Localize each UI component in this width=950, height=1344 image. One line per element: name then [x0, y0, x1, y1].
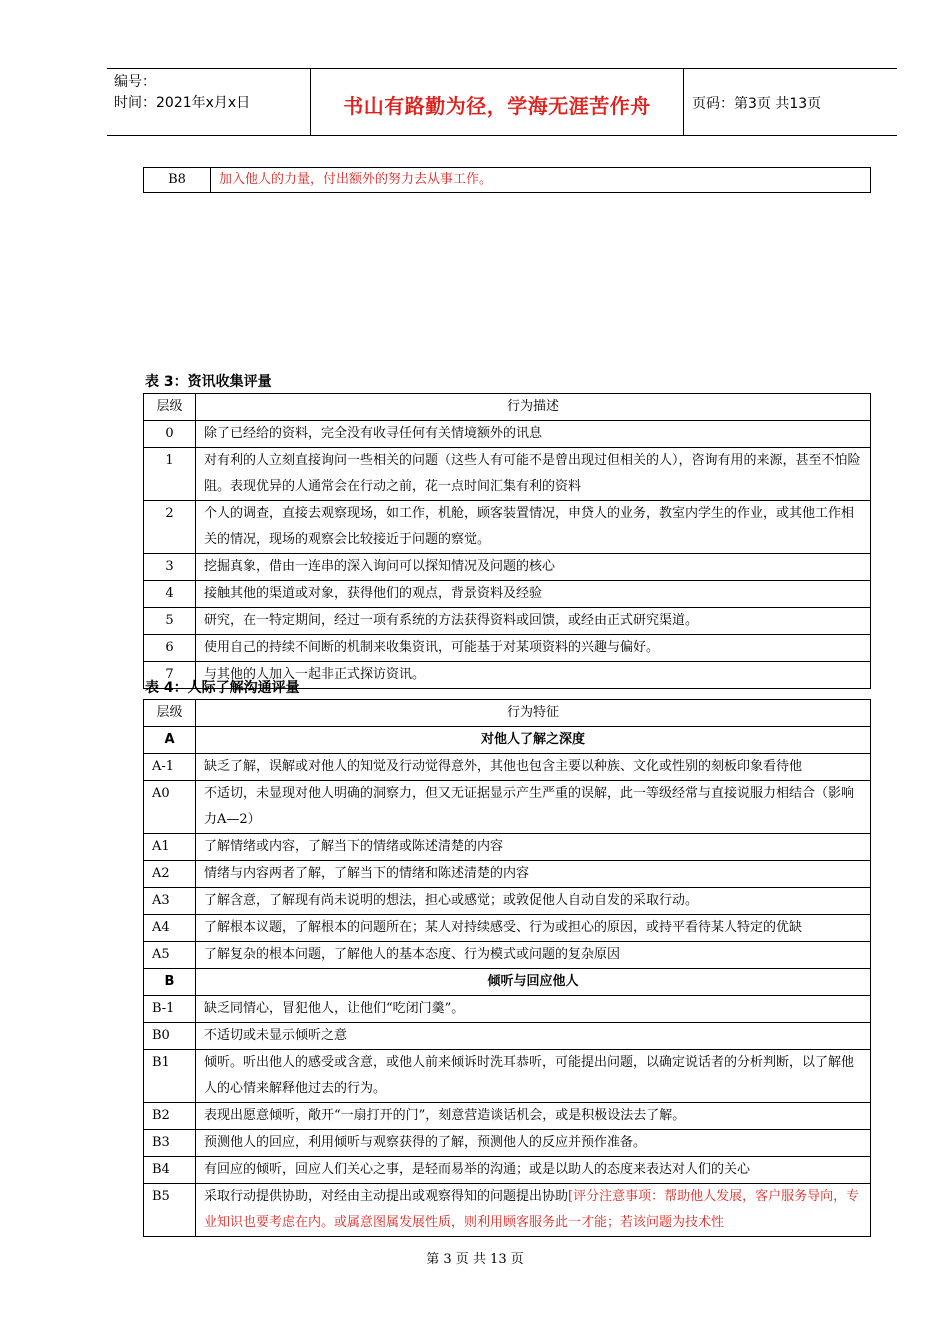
- row-level: 1: [144, 448, 196, 501]
- table-row: [144, 888, 871, 915]
- row-level: B3: [144, 1130, 196, 1157]
- header-motto: 书山有路勤为径，学海无涯苦作舟: [343, 94, 651, 118]
- table-row: [144, 608, 871, 635]
- table-row: [144, 1103, 871, 1130]
- section-row-b: [144, 969, 871, 996]
- row-text: 加入他人的力量，付出额外的努力去从事工作。: [211, 168, 871, 193]
- scoring-note: [评分注意事项：帮助他人发展，客户服务导向，专业知识也要考虑在内。或属意图属发展性质，则利用顾客服务此一才能；若该问题为技术性: [204, 1189, 860, 1230]
- row-text: 了解含意，了解现有尚未说明的想法，担心或感觉；或敦促他人自动自发的采取行动。: [196, 888, 871, 915]
- row-level: A2: [144, 861, 196, 888]
- table-row: [144, 421, 871, 448]
- header-number-label: 编号：: [114, 74, 156, 90]
- row-text: 有回应的倾听，回应人们关心之事，是轻而易举的沟通；或是以助人的态度来表达对人们的关心: [196, 1157, 871, 1184]
- column-header-level: 层级: [144, 394, 196, 421]
- row-level: B1: [144, 1050, 196, 1103]
- row-text: 了解情绪或内容，了解当下的情绪或陈述清楚的内容: [196, 834, 871, 861]
- table-header-row: [144, 394, 871, 421]
- section-row-a: [144, 727, 871, 754]
- row-level: A3: [144, 888, 196, 915]
- table-row: [144, 861, 871, 888]
- table-row: [144, 448, 871, 501]
- table3: [143, 393, 871, 689]
- row-text: 研究，在一特定期间，经过一项有系统的方法获得资料或回馈，或经由正式研究渠道。: [196, 608, 871, 635]
- table-row: [144, 501, 871, 554]
- row-level: 7: [144, 662, 196, 689]
- column-header-level: 层级: [144, 700, 196, 727]
- table-b8-continuation: [143, 167, 871, 193]
- row-level: B-1: [144, 996, 196, 1023]
- table-row: [144, 635, 871, 662]
- row-text: 挖掘真象，借由一连串的深入询问可以探知情况及问题的核心: [196, 554, 871, 581]
- row-text: 情绪与内容两者了解，了解当下的情绪和陈述清楚的内容: [196, 861, 871, 888]
- row-text: 与其他的人加入一起非正式探访资讯。: [196, 662, 871, 689]
- row-text: 缺乏同情心，冒犯他人，让他们“吃闭门羹”。: [196, 996, 871, 1023]
- section-title: 对他人了解之深度: [196, 727, 871, 754]
- table-row: [144, 1184, 871, 1237]
- table-row: [144, 554, 871, 581]
- column-header-desc: 行为特征: [196, 700, 871, 727]
- table-row: [144, 942, 871, 969]
- table4: [143, 699, 871, 1237]
- table-row: [144, 1023, 871, 1050]
- row-text: 了解根本议题，了解根本的问题所在；某人对持续感受、行为或担心的原因，或持平看待某人特定的优缺: [196, 915, 871, 942]
- column-header-desc: 行为描述: [196, 394, 871, 421]
- table-row: [144, 581, 871, 608]
- table-row: [144, 996, 871, 1023]
- row-level: A0: [144, 781, 196, 834]
- row-text: 不适切，未显现对他人明确的洞察力，但又无证据显示产生严重的误解，此一等级经常与直接说服力相结合（影响力A—2）: [196, 781, 871, 834]
- row-text: 接触其他的渠道或对象，获得他们的观点，背景资料及经验: [196, 581, 871, 608]
- table-row: [144, 915, 871, 942]
- table-header-row: [144, 700, 871, 727]
- row-level: 3: [144, 554, 196, 581]
- row-level: B0: [144, 1023, 196, 1050]
- row-text: 采取行动提供协助，对经由主动提出或观察得知的问题提出协助: [204, 1189, 569, 1204]
- row-text-b5: [196, 1184, 871, 1237]
- table-row: [144, 1157, 871, 1184]
- row-text: 除了已经给的资料，完全没有收寻任何有关情境额外的讯息: [196, 421, 871, 448]
- row-text: 了解复杂的根本问题，了解他人的基本态度、行为模式或问题的复杂原因: [196, 942, 871, 969]
- table-row: [144, 834, 871, 861]
- row-text: 对有利的人立刻直接询问一些相关的问题（这些人有可能不是曾出现过但相关的人），咨询有用的来源，甚至不怕险阻。表现优异的人通常会在行动之前，花一点时间汇集有利的资料: [196, 448, 871, 501]
- table3-caption: 表 3：资讯收集评量: [145, 374, 272, 390]
- header-page-info: 页码：第3页 共13页: [692, 96, 822, 112]
- row-text: 倾听。听出他人的感受或含意，或他人前来倾诉时洗耳恭听，可能提出问题，以确定说话者的分析判断，以了解他人的心情来解释他过去的行为。: [196, 1050, 871, 1103]
- row-level: B8: [144, 168, 211, 193]
- page-footer: 第 3 页 共 13 页: [426, 1252, 524, 1267]
- header-divider-left: [310, 68, 311, 135]
- row-level: A-1: [144, 754, 196, 781]
- row-level: B2: [144, 1103, 196, 1130]
- row-level: 6: [144, 635, 196, 662]
- table-row: [144, 168, 871, 193]
- row-level: 2: [144, 501, 196, 554]
- row-text: 使用自己的持续不间断的机制来收集资讯，可能基于对某项资料的兴趣与偏好。: [196, 635, 871, 662]
- row-level: B5: [144, 1184, 196, 1237]
- header-bottom-rule: [107, 135, 897, 136]
- section-level: A: [144, 727, 196, 754]
- table-row: [144, 1050, 871, 1103]
- row-text: 个人的调查，直接去观察现场，如工作，机舱，顾客装置情况，申贷人的业务，教室内学生的作业，或其他工作相关的情况，现场的观察会比较接近于问题的察觉。: [196, 501, 871, 554]
- section-title: 倾听与回应他人: [196, 969, 871, 996]
- row-level: B4: [144, 1157, 196, 1184]
- header-divider-right: [683, 68, 684, 135]
- header-time-label: 时间：2021年x月x日: [114, 95, 251, 111]
- header-top-rule: [107, 68, 897, 69]
- table-row: [144, 781, 871, 834]
- row-level: A5: [144, 942, 196, 969]
- table-row: [144, 754, 871, 781]
- header-meta: [114, 72, 250, 114]
- table4-caption: 表 4：人际了解沟通评量: [145, 680, 300, 696]
- section-level: B: [144, 969, 196, 996]
- row-text: 不适切或未显示倾听之意: [196, 1023, 871, 1050]
- row-level: A4: [144, 915, 196, 942]
- row-level: 5: [144, 608, 196, 635]
- row-level: A1: [144, 834, 196, 861]
- row-level: 0: [144, 421, 196, 448]
- row-level: 4: [144, 581, 196, 608]
- table-row: [144, 1130, 871, 1157]
- row-text: 预测他人的回应，利用倾听与观察获得的了解，预测他人的反应并预作准备。: [196, 1130, 871, 1157]
- row-text: 缺乏了解，误解或对他人的知觉及行动觉得意外，其他也包含主要以种族、文化或性别的刻板印象看待他: [196, 754, 871, 781]
- row-text: 表现出愿意倾听，敞开“一扇打开的门”，刻意营造谈话机会，或是积极设法去了解。: [196, 1103, 871, 1130]
